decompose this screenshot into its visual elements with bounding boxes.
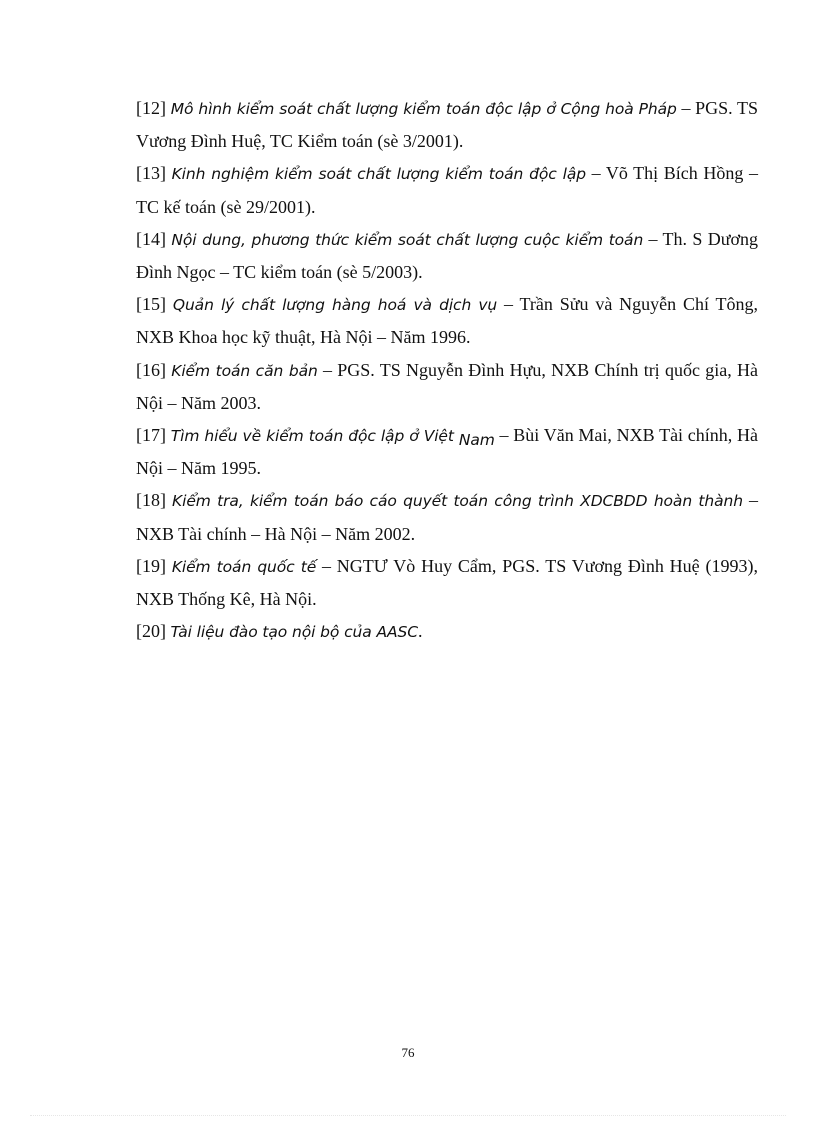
- reference-number: [18]: [136, 490, 166, 511]
- reference-item: [136, 550, 758, 615]
- reference-item: [136, 157, 758, 222]
- reference-details: .: [417, 621, 423, 642]
- reference-details: – PGS. TS Nguyễn Đình Hựu, NXB Chính trị quốc gia, Hà Nội – Năm 2003.: [136, 359, 758, 413]
- reference-number: [20]: [136, 621, 166, 642]
- reference-title: [171, 427, 495, 449]
- page-bottom-divider: [30, 1115, 786, 1116]
- reference-title: Mô hình kiểm soát chất lượng kiểm toán độc lập ở Cộng hoà Pháp: [170, 100, 677, 118]
- reference-title: Tài liệu đào tạo nội bộ của AASC: [170, 623, 418, 642]
- reference-number: [13]: [136, 163, 166, 184]
- reference-list: [136, 92, 758, 648]
- reference-details: – PGS. TS Vương Đình Huệ, TC Kiểm toán (sè 3/2001).: [136, 98, 759, 152]
- reference-title: Kiểm tra, kiểm toán báo cáo quyết toán công trình XDCBDD hoàn thành: [172, 492, 743, 511]
- page-number: 76: [401, 1045, 415, 1060]
- reference-number: [12]: [136, 98, 166, 118]
- reference-details: – Bùi Văn Mai, NXB Tài chính, Hà Nội – Năm 1995.: [136, 425, 759, 479]
- reference-number: [14]: [136, 228, 166, 249]
- reference-title: Nội dung, phương thức kiểm soát chất lượng cuộc kiểm toán: [171, 230, 644, 249]
- reference-details: – Th. S Dương Đình Ngọc – TC kiểm toán (sè 5/2003).: [136, 228, 758, 283]
- reference-item: [136, 223, 758, 288]
- reference-number: [16]: [136, 359, 166, 380]
- reference-item: [136, 92, 758, 157]
- reference-title: Kiểm toán căn bản: [171, 361, 318, 380]
- reference-number: [15]: [136, 294, 166, 315]
- reference-item: [136, 615, 758, 648]
- reference-item: [136, 419, 758, 484]
- reference-details: – NXB Tài chính – Hà Nội – Năm 2002.: [136, 490, 759, 544]
- reference-item: [136, 484, 758, 549]
- reference-item: [136, 354, 758, 419]
- reference-title-main: Tìm hiểu về kiểm toán độc lập ở Việt: [170, 427, 459, 446]
- reference-details: – Trần Sửu và Nguyễn Chí Tông, NXB Khoa học kỹ thuật, Hà Nội – Năm 1996.: [136, 294, 758, 348]
- reference-details: – Võ Thị Bích Hồng – TC kế toán (sè 29/2001).: [136, 163, 758, 217]
- reference-item: [136, 288, 758, 353]
- reference-title: Kinh nghiệm kiểm soát chất lượng kiểm toán độc lập: [171, 165, 587, 184]
- reference-title: Quản lý chất lượng hàng hoá và dịch vụ: [172, 296, 498, 315]
- reference-number: [17]: [136, 425, 166, 446]
- reference-title-suffix: Nam: [458, 431, 495, 450]
- reference-number: [19]: [136, 555, 166, 576]
- reference-details: – NGTƯ Vò Huy Cẩm, PGS. TS Vương Đình Huệ (1993), NXB Thống Kê, Hà Nội.: [136, 555, 758, 610]
- reference-title: Kiểm toán quốc tế: [171, 557, 317, 576]
